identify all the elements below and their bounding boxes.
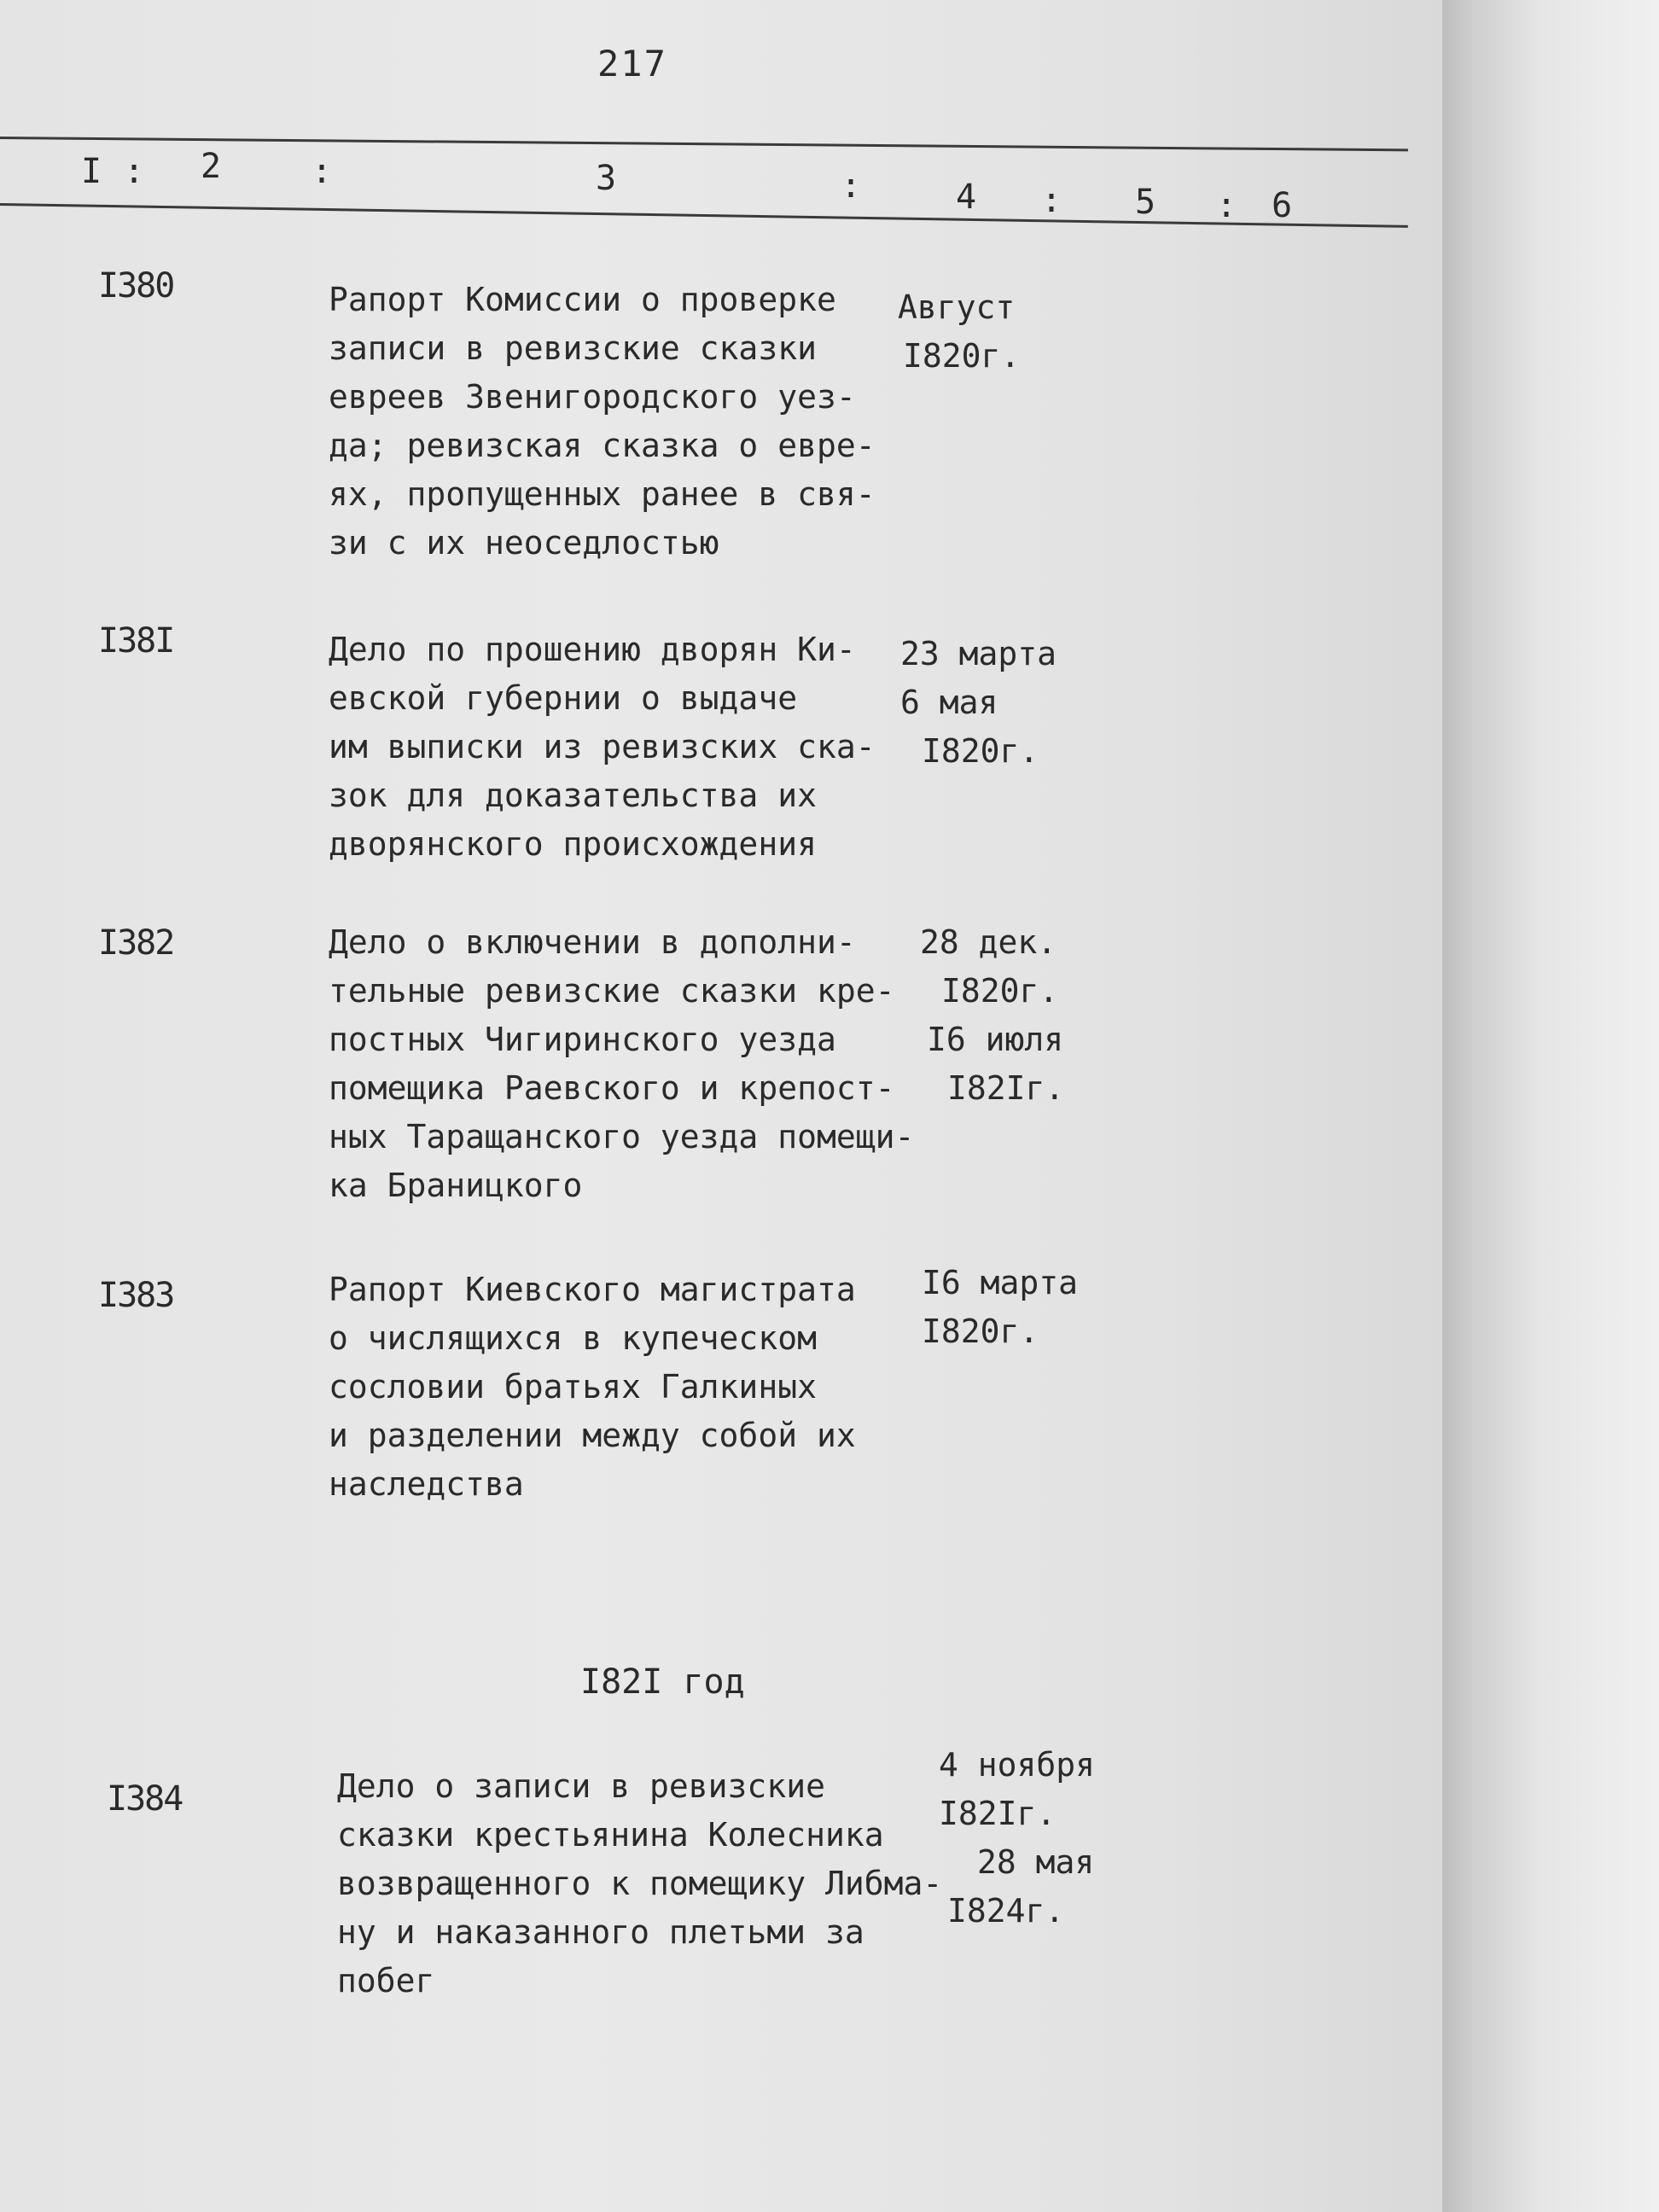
entry-line: помещика Раевского и крепост-	[329, 1069, 895, 1107]
entry-line: ну и наказанного плетьми за	[337, 1913, 864, 1951]
entry-line: постных Чигиринского уезда	[329, 1021, 836, 1058]
entry-number: I380	[98, 266, 174, 306]
date-line: I820г.	[922, 732, 1039, 770]
entry-number: I382	[98, 923, 174, 963]
column-separator: :	[1041, 181, 1062, 220]
entry-dates	[898, 283, 1020, 381]
column-header-1: I	[81, 152, 102, 191]
entry-line: Рапорт Комиссии о проверке	[329, 281, 836, 318]
entry-line: ка Браницкого	[329, 1167, 583, 1204]
date-line: I82Iг.	[947, 1069, 1065, 1107]
column-header-4: 4	[956, 178, 977, 217]
entry-line: зок для доказательства их	[329, 777, 817, 814]
entry-description	[329, 1266, 926, 1509]
entry-line: Дело о записи в ревизские	[337, 1767, 825, 1805]
entry-dates	[900, 630, 1057, 776]
entry-description	[329, 626, 926, 869]
date-line: I6 июля	[927, 1021, 1064, 1058]
date-line: Август	[898, 288, 1016, 326]
page-number: 217	[597, 43, 667, 84]
entry-description	[337, 1762, 943, 2005]
date-line: 4 ноября	[939, 1746, 1096, 1784]
entry-line: им выписки из ревизских ска-	[329, 728, 876, 765]
entry-number: I38I	[98, 621, 174, 661]
date-line: I824г.	[947, 1892, 1065, 1930]
entry-line: евской губернии о выдаче	[329, 679, 798, 717]
entry-line: наследства	[329, 1465, 524, 1503]
entry-line: возвращенного к помещику Либма-	[337, 1865, 943, 1902]
column-separator: :	[1216, 186, 1237, 225]
entry-description	[329, 276, 926, 568]
date-line: I820г.	[941, 972, 1059, 1010]
entry-line: записи в ревизские сказки	[329, 329, 817, 367]
entry-line: тельные ревизские сказки кре-	[329, 972, 895, 1010]
entry-number: I384	[107, 1779, 183, 1819]
column-header-6: 6	[1272, 186, 1293, 225]
entry-line: сказки крестьянина Колесника	[337, 1816, 884, 1854]
date-line: I82Iг.	[939, 1795, 1057, 1832]
entry-line: о числящихся в купеческом	[329, 1319, 817, 1357]
entry-dates	[920, 918, 1064, 1113]
entry-line: дворянского происхождения	[329, 825, 817, 863]
entry-line: ных Таращанского уезда помещи-	[329, 1118, 915, 1155]
date-line: 28 дек.	[920, 923, 1057, 961]
section-heading-year: I82I год	[580, 1662, 745, 1702]
entry-line: евреев Звенигородского уез-	[329, 378, 856, 416]
entry-description	[329, 918, 926, 1210]
entry-line: и разделении между собой их	[329, 1417, 856, 1454]
entry-line: сословии братьях Галкиных	[329, 1368, 817, 1406]
entry-line: Рапорт Киевского магистрата	[329, 1271, 856, 1308]
column-separator: :	[841, 166, 862, 206]
date-line: I820г.	[903, 337, 1021, 375]
entry-line: ях, пропущенных ранее в свя-	[329, 475, 876, 513]
column-header-2: 2	[201, 147, 222, 186]
entry-line: да; ревизская сказка о евре-	[329, 427, 876, 464]
date-line: I820г.	[922, 1313, 1039, 1350]
entry-line: зи с их неоседлостью	[329, 524, 719, 562]
entry-dates	[922, 1259, 1078, 1356]
entry-dates	[939, 1741, 1095, 1936]
date-line: I6 марта	[922, 1264, 1079, 1301]
entry-line: Дело по прошению дворян Ки-	[329, 631, 856, 668]
page-edge-shadow	[1442, 0, 1659, 2212]
column-header-5: 5	[1135, 183, 1156, 222]
column-separator: :	[124, 152, 145, 191]
column-separator: :	[311, 152, 333, 191]
date-line: 6 мая	[900, 684, 998, 721]
column-header-3: 3	[596, 159, 617, 198]
date-line: 28 мая	[977, 1843, 1095, 1881]
date-line: 23 марта	[900, 635, 1057, 672]
entry-line: побег	[337, 1962, 435, 2000]
entry-line: Дело о включении в дополни-	[329, 923, 856, 961]
entry-number: I383	[98, 1276, 174, 1315]
